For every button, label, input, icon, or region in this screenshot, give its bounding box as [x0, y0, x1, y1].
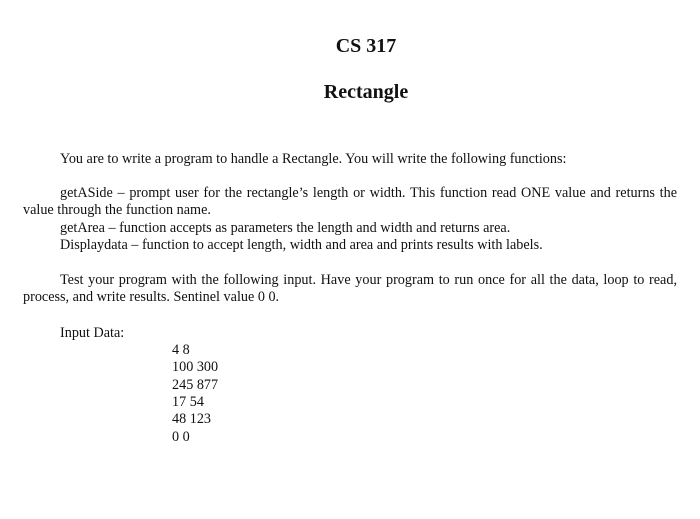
- input-data-row: 4 8: [172, 342, 190, 358]
- function-displaydata: Displaydata – function to accept length, width and area and prints results with labels.: [60, 237, 543, 253]
- intro-text: You are to write a program to handle a Rectangle. You will write the following functions:: [60, 151, 567, 167]
- input-data-row: 48 123: [172, 411, 212, 427]
- input-data-row: 0 0: [172, 429, 190, 445]
- test-instructions: [23, 272, 677, 306]
- input-data-row: 245 877: [172, 377, 219, 393]
- input-data-row: 17 54: [172, 394, 204, 410]
- function-getarea: getArea – function accepts as parameters the length and width and returns area.: [60, 220, 511, 236]
- input-data-label: Input Data:: [60, 325, 125, 341]
- input-data-row: 100 300: [172, 359, 219, 375]
- function-getaside: [23, 185, 677, 219]
- assignment-title: Rectangle: [323, 81, 409, 103]
- course-title: CS 317: [335, 35, 397, 57]
- function-getaside-text: getASide – prompt user for the rectangle’s length or width. This function read ONE value and returns the value through the function name.: [23, 185, 677, 218]
- test-instructions-text: Test your program with the following input. Have your program to run once for all the data, loop to read, process, and write results. Sentinel value 0 0.: [23, 272, 677, 305]
